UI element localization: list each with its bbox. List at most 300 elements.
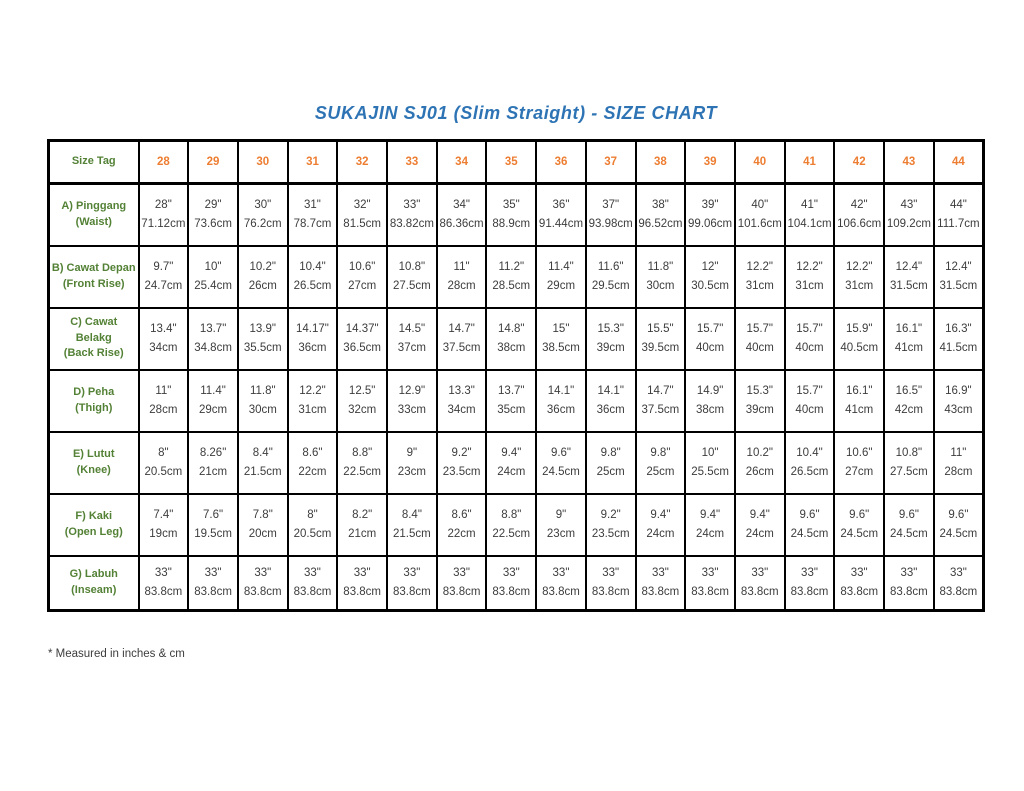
inches-value: 13.4" [150,323,177,336]
cm-value: 43cm [944,403,973,416]
size-value-cell [735,184,785,246]
cm-value: 36cm [596,403,625,416]
inches-value: 9.6" [849,509,870,522]
cm-value: 30cm [646,279,675,292]
inches-value: 32" [353,199,371,212]
cm-value: 39.5cm [641,341,680,354]
inches-value: 9.8" [650,447,671,460]
cm-value: 83.8cm [144,585,183,598]
cm-value: 71.12cm [141,217,186,230]
row-label [49,184,139,246]
cm-value: 21cm [348,527,377,540]
header-row [49,141,984,184]
cm-value: 28cm [944,465,973,478]
table-row [49,184,984,246]
inches-value: 15" [552,323,570,336]
inches-value: 12.4" [895,261,923,274]
size-value-cell [834,556,884,611]
size-value-cell [536,308,586,370]
inches-value: 12" [701,261,719,274]
cm-value: 23cm [546,527,576,540]
size-value-cell [238,556,288,611]
inches-value: 38" [651,199,669,212]
size-column-header: 32 [337,141,387,184]
cm-value: 73.6cm [194,217,232,230]
inches-value: 33" [304,567,321,580]
cm-value: 31.5cm [890,279,928,292]
size-tag-header: Size Tag [49,141,139,184]
size-value-cell [536,494,586,556]
cm-value: 83.8cm [293,585,332,598]
cm-value: 83.8cm [542,585,580,598]
size-value-cell [486,432,536,494]
size-value-cell [735,370,785,432]
measure-name-english: (Front Rise) [62,277,125,290]
inches-value: 33" [453,567,470,580]
size-value-cell [387,494,437,556]
inches-value: 13.9" [249,323,276,336]
size-column-header: 36 [536,141,586,184]
size-value-cell [685,246,735,308]
cm-value: 93.98cm [588,217,633,230]
size-value-cell [884,370,934,432]
inches-value: 33" [204,567,222,580]
inches-value: 7.6" [203,509,224,522]
size-value-cell [486,308,536,370]
size-value-cell [884,556,934,611]
size-chart-table [47,139,985,612]
size-value-cell [337,494,387,556]
size-value-cell [636,370,686,432]
inches-value: 14.7" [647,385,674,398]
cm-value: 25.4cm [194,279,232,292]
inches-value: 15.7" [696,323,724,336]
size-value-cell [238,432,288,494]
inches-value: 8.4" [252,447,273,460]
size-column-header: 33 [387,141,437,184]
size-value-cell [288,432,338,494]
cm-value: 31cm [795,279,824,292]
cm-value: 30cm [248,403,277,416]
inches-value: 39" [701,199,719,212]
size-value-cell [337,308,387,370]
size-value-cell [834,246,884,308]
cm-value: 22.5cm [492,527,531,540]
cm-value: 25cm [646,465,675,478]
size-value-cell [437,308,487,370]
cm-value: 33cm [397,403,426,416]
cm-value: 26.5cm [293,279,332,292]
size-value-cell [288,246,338,308]
inches-value: 10.6" [348,261,376,274]
inches-value: 15.3" [746,385,774,398]
cm-value: 38.5cm [542,341,580,354]
size-value-cell [735,246,785,308]
size-value-cell [437,370,487,432]
inches-value: 36" [552,199,570,212]
cm-value: 83.8cm [343,585,382,598]
cm-value: 83.8cm [591,585,630,598]
size-column-header: 28 [139,141,189,184]
cm-value: 24cm [745,527,774,540]
size-column-header: 39 [685,141,735,184]
size-value-cell [238,184,288,246]
inches-value: 14.8" [498,323,525,336]
size-value-cell [188,432,238,494]
size-value-cell [387,432,437,494]
table-row [49,246,984,308]
cm-value: 104.1cm [787,217,832,230]
size-value-cell [785,184,835,246]
cm-value: 101.6cm [737,217,782,230]
measure-name: D) Peha [73,385,115,398]
size-value-cell [139,556,189,611]
row-label [49,432,139,494]
size-value-cell [486,184,536,246]
cm-value: 106.6cm [837,217,882,230]
cm-value: 24cm [646,527,675,540]
size-value-cell [934,556,984,611]
size-value-cell [834,184,884,246]
inches-value: 15.7" [796,385,823,398]
size-value-cell [387,246,437,308]
inches-value: 8.26" [199,447,227,460]
inches-value: 15.3" [597,323,624,336]
inches-value: 16.1" [895,323,923,336]
inches-value: 33" [353,567,371,580]
inches-value: 10" [701,447,719,460]
size-value-cell [586,246,636,308]
cm-value: 39cm [596,341,625,354]
size-value-cell [288,184,338,246]
cm-value: 27.5cm [393,279,431,292]
table-row [49,308,984,370]
inches-value: 33" [900,567,918,580]
inches-value: 13.3" [448,385,475,398]
size-column-header: 37 [586,141,636,184]
measure-name-english: (Back Rise) [63,347,124,360]
inches-value: 11" [155,385,172,398]
cm-value: 20.5cm [144,465,183,478]
size-value-cell [884,184,934,246]
measure-name-english: (Knee) [76,463,111,476]
inches-value: 10.4" [299,261,326,274]
cm-value: 31.5cm [939,279,978,292]
cm-value: 91.44cm [538,217,584,230]
size-value-cell [387,184,437,246]
inches-value: 29" [204,199,222,212]
cm-value: 40cm [795,403,824,416]
inches-value: 14.7" [448,323,475,336]
inches-value: 14.37" [345,323,379,336]
size-value-cell [785,494,835,556]
cm-value: 21.5cm [243,465,282,478]
size-value-cell [884,494,934,556]
size-value-cell [188,184,238,246]
inches-value: 33" [801,567,818,580]
inches-value: 9.6" [898,509,919,522]
inches-value: 9.2" [451,447,472,460]
cm-value: 22cm [447,527,476,540]
inches-value: 33" [701,567,719,580]
size-value-cell [536,246,586,308]
size-value-cell [288,370,338,432]
size-value-cell [188,308,238,370]
cm-value: 25.5cm [691,465,729,478]
size-value-cell [934,432,984,494]
size-value-cell [387,370,437,432]
measure-name: C) Cawat Belakg [70,315,118,344]
inches-value: 37" [602,199,620,212]
size-value-cell [586,432,636,494]
size-value-cell [636,432,686,494]
size-value-cell [636,246,686,308]
cm-value: 37.5cm [442,341,481,354]
size-value-cell [735,494,785,556]
size-column-header: 35 [486,141,536,184]
inches-value: 33" [154,567,172,580]
size-table-body [49,184,984,611]
inches-value: 10" [204,261,222,274]
size-value-cell [139,184,189,246]
cm-value: 32cm [348,403,377,416]
inches-value: 30" [254,199,272,212]
cm-value: 24.5cm [890,527,928,540]
inches-value: 9.6" [550,447,572,460]
row-label [49,308,139,370]
inches-value: 12.2" [845,261,873,274]
size-column-header: 34 [437,141,487,184]
inches-value: 10.2" [746,447,774,460]
size-value-cell [636,308,686,370]
measure-name: A) Pinggang [61,199,127,212]
size-value-cell [834,370,884,432]
cm-value: 24.5cm [939,527,978,540]
inches-value: 11.8" [249,385,276,398]
inches-value: 31" [304,199,321,212]
inches-value: 11.4" [200,385,226,398]
cm-value: 37cm [397,341,426,354]
inches-value: 34" [453,199,470,212]
size-value-cell [685,370,735,432]
inches-value: 15.7" [746,323,774,336]
size-value-cell [884,308,934,370]
cm-value: 31cm [845,279,874,292]
size-value-cell [437,432,487,494]
cm-value: 78.7cm [293,217,332,230]
cm-value: 29.5cm [591,279,630,292]
cm-value: 23.5cm [591,527,630,540]
size-value-cell [188,246,238,308]
size-value-cell [735,556,785,611]
size-value-cell [337,432,387,494]
table-row [49,494,984,556]
cm-value: 27cm [845,465,874,478]
size-value-cell [139,370,189,432]
size-value-cell [834,308,884,370]
inches-value: 9.7" [153,261,174,274]
inches-value: 33" [502,567,520,580]
size-value-cell [685,556,735,611]
cm-value: 20cm [248,527,277,540]
cm-value: 23.5cm [442,465,481,478]
size-value-cell [437,246,487,308]
cm-value: 40.5cm [840,341,879,354]
cm-value: 83.8cm [740,585,779,598]
size-value-cell [934,308,984,370]
cm-value: 31cm [745,279,774,292]
size-value-cell [188,494,238,556]
size-column-header: 31 [288,141,338,184]
cm-value: 86.36cm [439,217,484,230]
cm-value: 83.8cm [442,585,481,598]
inches-value: 7.8" [252,509,273,522]
size-column-header: 29 [188,141,238,184]
size-value-cell [238,494,288,556]
size-value-cell [735,432,785,494]
inches-value: 14.1" [597,385,624,398]
inches-value: 13.7" [498,385,525,398]
size-value-cell [486,556,536,611]
size-value-cell [387,308,437,370]
size-value-cell [139,308,189,370]
cm-value: 20.5cm [293,527,332,540]
size-value-cell [238,370,288,432]
inches-value: 12.9" [398,385,426,398]
measure-name-english: (Open Leg) [64,525,123,538]
cm-value: 24.5cm [840,527,879,540]
size-column-header: 41 [785,141,835,184]
size-value-cell [437,556,487,611]
inches-value: 33" [651,567,669,580]
size-value-cell [536,184,586,246]
cm-value: 22.5cm [343,465,382,478]
table-row [49,432,984,494]
size-column-header: 40 [735,141,785,184]
inches-value: 43" [900,199,918,212]
inches-value: 9.8" [600,447,621,460]
inches-value: 14.1" [547,385,575,398]
cm-value: 96.52cm [638,217,683,230]
size-value-cell [486,494,536,556]
inches-value: 11.2" [498,261,525,274]
cm-value: 27.5cm [890,465,928,478]
cm-value: 83.8cm [243,585,282,598]
size-value-cell [337,184,387,246]
inches-value: 14.9" [696,385,724,398]
size-table-head [49,141,984,184]
cm-value: 39cm [745,403,774,416]
inches-value: 9" [555,509,567,522]
size-value-cell [586,184,636,246]
size-value-cell [387,556,437,611]
row-label [49,494,139,556]
size-value-cell [735,308,785,370]
cm-value: 34cm [149,341,178,354]
cm-value: 81.5cm [343,217,382,230]
inches-value: 33" [602,567,620,580]
measure-name: B) Cawat Depan [51,261,136,274]
inches-value: 12.2" [746,261,774,274]
cm-value: 24cm [696,527,725,540]
cm-value: 41cm [845,403,874,416]
cm-value: 28cm [149,403,178,416]
size-value-cell [288,494,338,556]
cm-value: 35.5cm [243,341,282,354]
inches-value: 15.7" [796,323,823,336]
inches-value: 10.2" [249,261,276,274]
measurement-footnote: * Measured in inches & cm [48,648,185,660]
size-value-cell [785,308,835,370]
measure-name: E) Lutut [72,447,115,460]
measure-name-english: (Waist) [75,215,112,228]
cm-value: 99.06cm [688,217,733,230]
inches-value: 7.4" [153,509,174,522]
size-column-header: 43 [884,141,934,184]
cm-value: 26cm [248,279,277,292]
inches-value: 10.8" [895,447,923,460]
inches-value: 16.9" [945,385,972,398]
size-value-cell [188,370,238,432]
size-value-cell [934,494,984,556]
inches-value: 33" [850,567,868,580]
size-value-cell [337,246,387,308]
size-column-header: 44 [934,141,984,184]
size-value-cell [486,370,536,432]
size-value-cell [238,246,288,308]
inches-value: 9.2" [600,509,621,522]
cm-value: 83.8cm [492,585,531,598]
size-value-cell [586,556,636,611]
size-column-header: 30 [238,141,288,184]
size-value-cell [834,494,884,556]
inches-value: 10.6" [845,447,873,460]
cm-value: 40cm [795,341,824,354]
inches-value: 11.8" [647,261,674,274]
cm-value: 34cm [447,403,476,416]
cm-value: 83.8cm [641,585,680,598]
inches-value: 33" [949,567,967,580]
inches-value: 33" [254,567,272,580]
cm-value: 37.5cm [641,403,680,416]
cm-value: 76.2cm [243,217,282,230]
inches-value: 15.9" [845,323,873,336]
size-value-cell [934,370,984,432]
size-value-cell [337,370,387,432]
size-value-cell [288,308,338,370]
cm-value: 109.2cm [886,217,931,230]
row-label [49,246,139,308]
cm-value: 41cm [894,341,923,354]
cm-value: 30.5cm [691,279,729,292]
size-value-cell [834,432,884,494]
measure-name-english: (Thigh) [75,401,113,414]
size-column-header: 42 [834,141,884,184]
measure-name: F) Kaki [75,509,113,522]
size-value-cell [785,556,835,611]
cm-value: 83.8cm [840,585,879,598]
cm-value: 88.9cm [492,217,531,230]
inches-value: 9.4" [650,509,671,522]
inches-value: 33" [751,567,769,580]
inches-value: 9.4" [501,447,522,460]
size-value-cell [884,246,934,308]
inches-value: 12.5" [348,385,376,398]
size-value-cell [437,184,487,246]
cm-value: 24.5cm [790,527,829,540]
size-value-cell [685,432,735,494]
cm-value: 23cm [397,465,426,478]
